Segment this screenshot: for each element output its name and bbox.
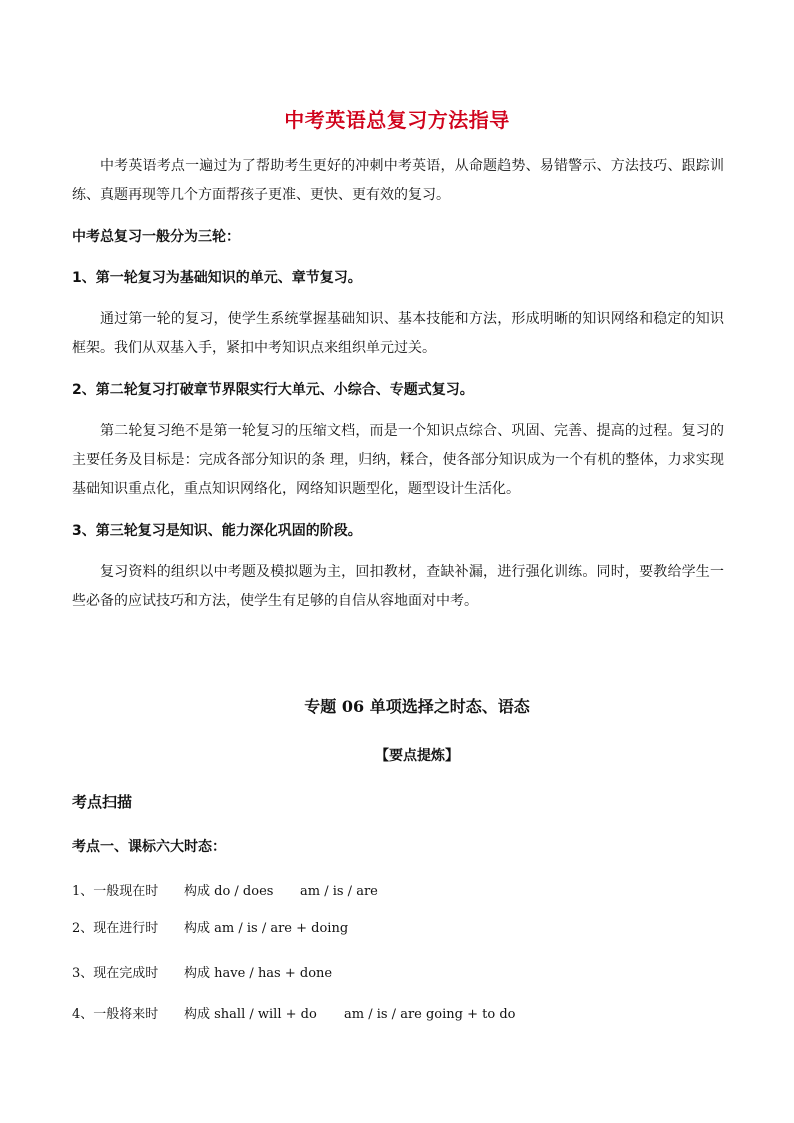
- tense-extra: am / is / are going + to do: [344, 1007, 516, 1022]
- topic-title: 专题 06 单项选择之时态、语态: [304, 697, 530, 716]
- tense-name: 2、现在进行时: [72, 921, 159, 936]
- round-1-heading: 1、第一轮复习为基础知识的单元、章节复习。: [72, 270, 362, 286]
- tense-name: 1、一般现在时: [72, 884, 159, 899]
- topic-subtitle: 【要点提炼】: [375, 748, 459, 764]
- point-title: 考点一、课标六大时态：: [72, 839, 226, 855]
- round-2-heading: 2、第二轮复习打破章节界限实行大单元、小综合、专题式复习。: [72, 382, 474, 398]
- round-3-body: 复习资料的组织以中考题及模拟题为主，回扣教材，查缺补漏，进行强化训练。同时，要教给学生一些必备的应试技巧和方法，使学生有足够的自信从容地面对中考。: [72, 564, 724, 609]
- rounds-heading: 中考总复习一般分为三轮：: [72, 229, 240, 245]
- round-2-body: 第二轮复习绝不是第一轮复习的压缩文档，而是一个知识点综合、巩固、完善、提高的过程。复习的主要任务及目标是：完成各部分知识的条 理，归纳，糅合，使各部分知识成为一个有机的整体，力求实现基础知识重点化，重点知识网络化，网络知识题型化，题型设计生活化。: [72, 423, 724, 497]
- tense-form: 构成 am / is / are + doing: [184, 921, 349, 936]
- round-3-heading: 3、第三轮复习是知识、能力深化巩固的阶段。: [72, 523, 362, 539]
- round-1-body: 通过第一轮的复习，使学生系统掌握基础知识、基本技能和方法，形成明晰的知识网络和稳定的知识框架。我们从双基入手，紧扣中考知识点来组织单元过关。: [72, 311, 724, 356]
- intro-paragraph: 中考英语考点一遍过为了帮助考生更好的冲刺中考英语，从命题趋势、易错警示、方法技巧、跟踪训练、真题再现等几个方面帮孩子更准、更快、更有效的复习。: [72, 158, 724, 203]
- document-title: 中考英语总复习方法指导: [284, 108, 510, 132]
- tense-form: 构成 have / has + done: [184, 966, 333, 981]
- tense-name: 3、现在完成时: [72, 966, 159, 981]
- tense-name: 4、一般将来时: [72, 1007, 159, 1022]
- scan-title: 考点扫描: [72, 793, 133, 811]
- tense-extra: am / is / are: [300, 884, 378, 899]
- tense-form: 构成 shall / will + do: [184, 1007, 317, 1022]
- tense-form: 构成 do / does: [184, 884, 274, 899]
